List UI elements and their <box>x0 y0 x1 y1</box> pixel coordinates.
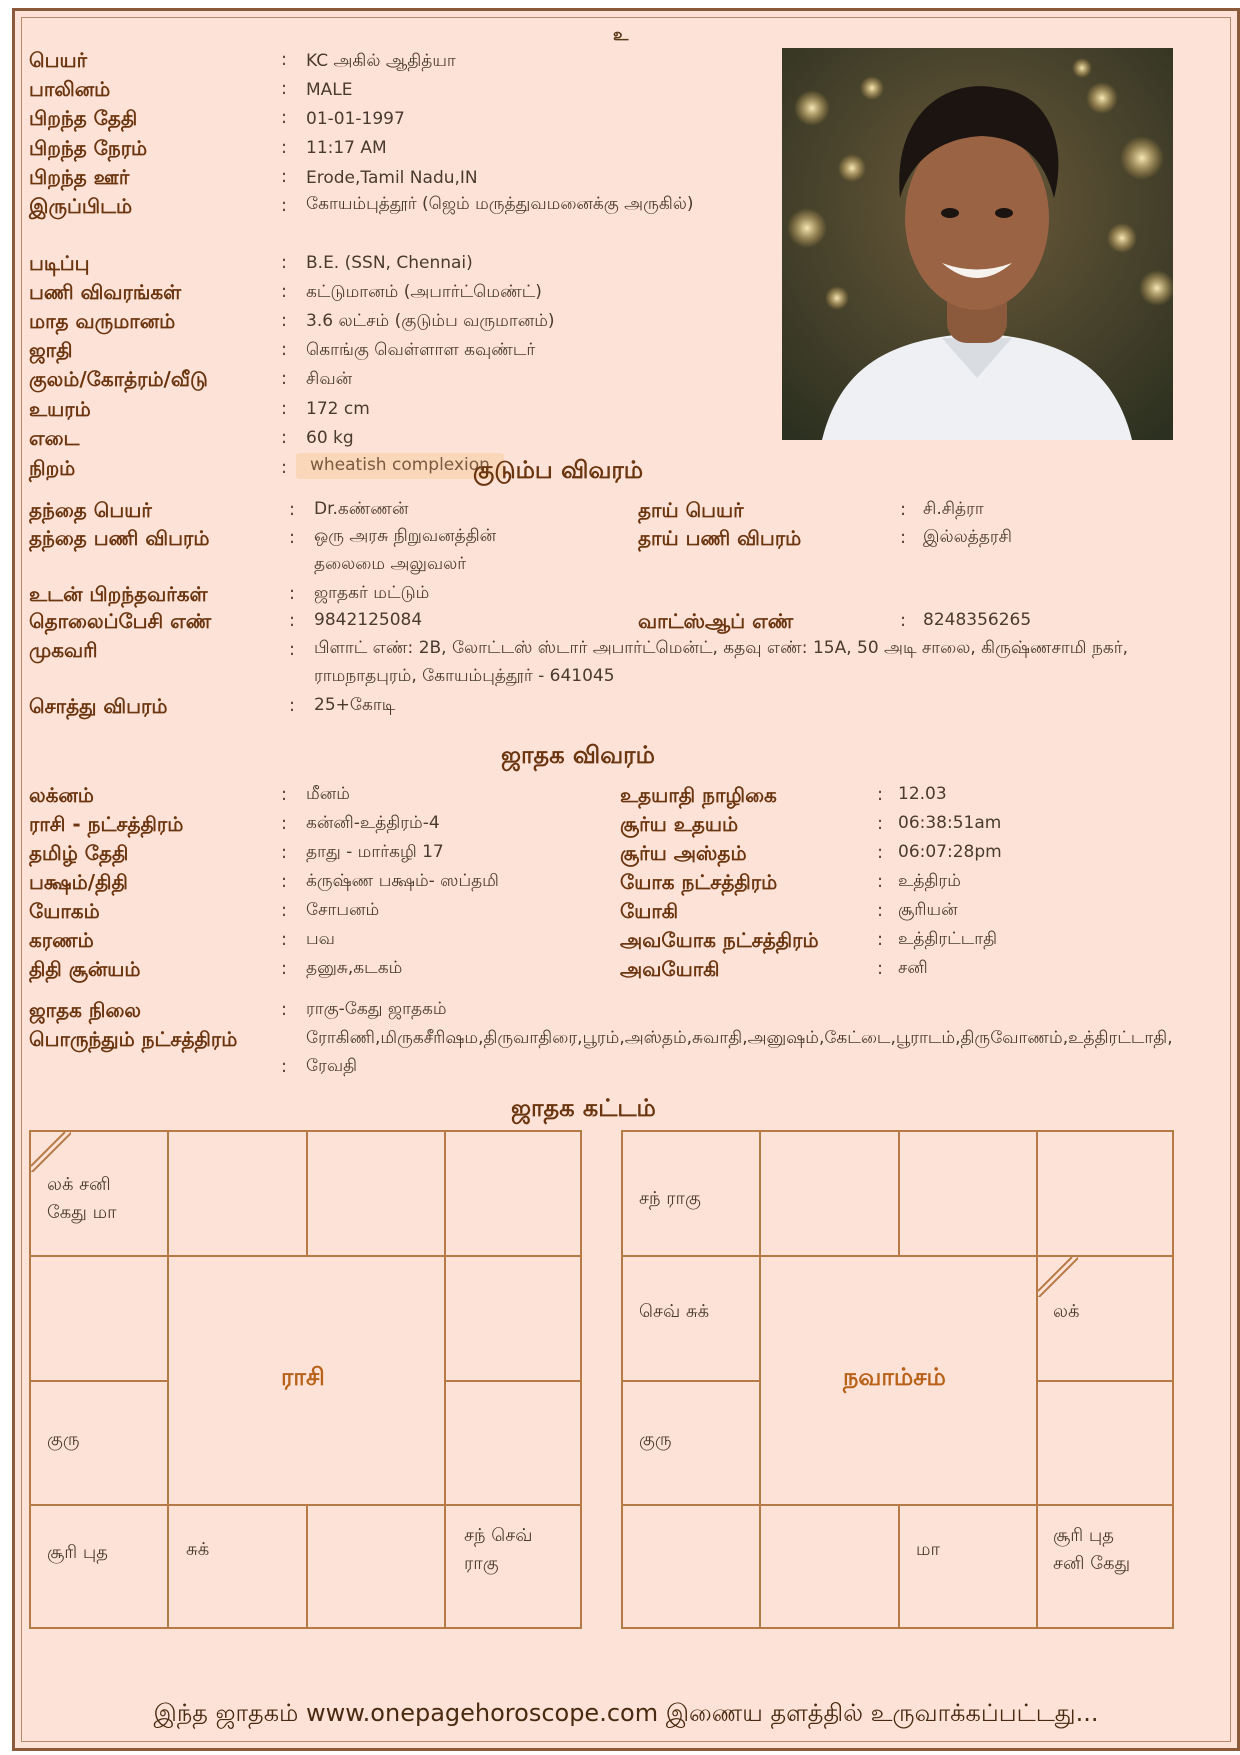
karanam-label: கரணம் <box>29 928 94 952</box>
grid-line <box>759 1130 761 1629</box>
education-label: படிப்பு <box>29 251 90 275</box>
charts-section-title: ஜாதக கட்டம் <box>511 1094 656 1122</box>
yogi-value: சூரியன் <box>898 900 958 920</box>
karanam-value: பவ <box>306 929 335 949</box>
property-value: 25+கோடி <box>314 695 396 715</box>
udhayathi-value: 12.03 <box>898 784 947 804</box>
kulam-label: குலம்/கோத்ரம்/வீடு <box>29 367 208 391</box>
profile-photo <box>782 48 1173 440</box>
udhayathi-label: உதயாதி நாழிகை <box>620 783 777 807</box>
navamsa-house-r1c0: செவ் சுக் <box>639 1301 710 1322</box>
rasi-house-r3c1: சுக் <box>186 1539 210 1560</box>
residence-value: கோயம்புத்தூர் (ஜெம் மருத்துவமனைக்கு அருகில்) <box>306 194 694 214</box>
portrait-image <box>782 48 1173 440</box>
tamil-date-label: தமிழ் தேதி <box>29 841 129 865</box>
grid-line <box>29 1380 167 1382</box>
birth-time-label: பிறந்த நேரம் <box>29 136 148 160</box>
lagna-corner-mark <box>31 1132 71 1172</box>
name-label: பெயர் <box>29 48 88 72</box>
father-job-value: ஒரு அரசு நிறுவனத்தின் தலைமை அலுவலர் <box>314 526 497 574</box>
mother-name-label: தாய் பெயர் <box>638 498 744 522</box>
jathaga-nilai-value: ராகு-கேது ஜாதகம் <box>306 999 447 1019</box>
father-name-label: தந்தை பெயர் <box>29 498 152 522</box>
sunset-value: 06:07:28pm <box>898 842 1002 862</box>
phone-label: தொலைப்பேசி எண் <box>29 609 212 633</box>
rasi-house-r3c0: சூரி புத <box>47 1542 109 1563</box>
pillaiyar-suzhi: உ <box>613 25 629 45</box>
grid-line <box>167 1130 169 1629</box>
navamsa-house-r0c0: சந் ராகு <box>639 1188 701 1209</box>
income-label: மாத வருமானம் <box>29 309 176 333</box>
grid-line <box>621 1255 1174 1257</box>
complexion-label: நிறம் <box>29 456 76 480</box>
phone-value: 9842125084 <box>314 610 423 630</box>
father-job-label: தந்தை பணி விபரம் <box>29 526 210 550</box>
siblings-label: உடன் பிறந்தவர்கள் <box>29 582 208 606</box>
jathaga-nilai-label: ஜாதக நிலை <box>29 998 142 1022</box>
name-value: KC அகில் ஆதித்யா <box>306 51 456 71</box>
mother-name-value: சி.சித்ரா <box>923 499 984 519</box>
paksham-value: க்ருஷ்ண பக்ஷம்- ஸப்தமி <box>306 871 499 891</box>
grid-line <box>444 1130 446 1629</box>
gender-label: பாலினம் <box>29 77 111 101</box>
occupation-label: பணி விவரங்கள் <box>29 280 182 304</box>
yoga-star-label: யோக நட்சத்திரம் <box>620 870 778 894</box>
navamsa-house-r3c3: சூரி புத சனி கேது <box>1053 1525 1131 1574</box>
sunset-label: சூர்ய அஸ்தம் <box>620 841 747 865</box>
rasi-center-label: ராசி <box>281 1363 325 1391</box>
grid-line <box>898 1504 900 1629</box>
grid-line <box>306 1504 308 1629</box>
grid-line <box>1036 1130 1038 1629</box>
rasi-house-1: லக் சனி கேது மா <box>47 1174 117 1223</box>
weight-label: எடை <box>29 426 80 450</box>
avayoga-star-label: அவயோக நட்சத்திரம் <box>620 928 819 952</box>
navamsa-house-r2c0: குரு <box>639 1429 672 1450</box>
kulam-value: சிவன் <box>306 369 353 389</box>
birth-date-label: பிறந்த தேதி <box>29 106 138 130</box>
grid-line <box>1036 1380 1174 1382</box>
lagna-corner-mark <box>1038 1257 1078 1297</box>
navamsa-house-r1c3: லக் <box>1053 1301 1080 1322</box>
income-value: 3.6 லட்சம் (குடும்ப வருமானம்) <box>306 311 555 331</box>
avayoga-star-value: உத்திரட்டாதி <box>898 929 998 949</box>
grid-line <box>306 1130 308 1255</box>
birth-place-value: Erode,Tamil Nadu,IN <box>306 168 478 188</box>
sunrise-label: சூர்ய உதயம் <box>620 812 739 836</box>
matching-stars-value: ரோகிணி,மிருகசீரிஷம,திருவாதிரை,பூரம்,அஸ்தம்,சுவாதி,அனுஷம்,கேட்டை,பூராடம்,திருவோணம்,உத்திரட்டாதி,ரேவதி <box>306 1028 1173 1076</box>
caste-label: ஜாதி <box>29 338 73 362</box>
navamsa-house-r3c2: மா <box>916 1539 940 1560</box>
birth-date-value: 01-01-1997 <box>306 109 405 129</box>
grid-line <box>444 1380 582 1382</box>
navamsa-center-label: நவாம்சம் <box>843 1363 946 1391</box>
thithi-soonyam-label: திதி சூன்யம் <box>29 957 141 981</box>
whatsapp-label: வாட்ஸ்ஆப் எண் <box>638 609 794 633</box>
father-name-value: Dr.கண்ணன் <box>314 499 409 519</box>
yogam-label: யோகம் <box>29 899 100 923</box>
height-label: உயரம் <box>29 397 91 421</box>
property-label: சொத்து விபரம் <box>29 694 168 718</box>
weight-value: 60 kg <box>306 428 354 448</box>
grid-line <box>29 1255 582 1257</box>
lagnam-value: மீனம் <box>306 784 350 804</box>
thithi-soonyam-value: தனுசு,கடகம் <box>306 958 403 978</box>
siblings-value: ஜாதகர் மட்டும் <box>314 583 430 603</box>
gender-value: MALE <box>306 80 353 100</box>
whatsapp-value: 8248356265 <box>923 610 1032 630</box>
birth-place-label: பிறந்த ஊர் <box>29 165 130 189</box>
rasi-chart <box>29 1130 582 1629</box>
mother-job-value: இல்லத்தரசி <box>923 527 1013 547</box>
education-value: B.E. (SSN, Chennai) <box>306 253 473 273</box>
footer-note: இந்த ஜாதகம் www.onepagehoroscope.com இணைய தளத்தில் உருவாக்கப்பட்டது... <box>153 1699 1099 1727</box>
paksham-label: பக்ஷம்/திதி <box>29 870 128 894</box>
height-value: 172 cm <box>306 399 370 419</box>
horoscope-page: உ பெயர் : KC அகில் ஆதித்யா பாலினம் : MALE பிறந்த தேதி : 01-01-1997 பிறந்த நேரம் : 11:17 AM பிறந்த ஊர் : Erode,Tamil Nadu,IN இருப்பிடம் : கோயம்புத்தூர் (ஜெம் மருத்துவமனைக்கு அருகில்) படிப்பு : B.E. (SSN, Chennai) பணி விவரங்கள் : கட்டுமானம் (அபார்ட்மெண்ட்) மாத வருமானம் : 3.6 லட்சம் (குடும்ப வருமானம்) ஜாதி : கொங்கு வெள்ளாள கவுண்டர் குலம்/கோத்ரம்/வீடு : சிவன் உயரம் : 172 cm எடை : 60 kg நிறம் : wheatish complexion குடும்ப விவரம் தந்தை பெயர் : Dr.கண்ணன் தாய் பெயர் : சி.சித்ரா தந்தை பணி விபரம் : ஒரு அரசு நிறுவனத்தின் தலைமை அலுவலர் தாய் பணி விபரம் : இல்லத்தரசி உடன் பிறந்தவர்கள் : ஜாதகர் மட்டும் தொலைப்பேசி எண் : 9842125084 வாட்ஸ்ஆப் எண் : 8248356265 முகவரி : பிளாட் எண்: 2B, லோட்டஸ் ஸ்டார் அபார்ட்மென்ட், கதவு எண்: 15A, 50 அடி சாலை, கிருஷ்ணசாமி நகர், ராமநாதபுரம், கோயம்புத்தூர் - 641045 சொத்து விபரம் : 25+கோடி ஜாதக விவரம் லக்னம் : மீனம் ராசி - நட்சத்திரம் : கன்னி-உத்திரம்-4 தமிழ் தேதி : தாது - மார்கழி 17 பக்ஷம்/திதி : க்ருஷ்ண பக்ஷம்- ஸப்தமி யோகம் : சோபனம் கரணம் : பவ திதி சூன்யம் : தனுசு,கடகம் உதயாதி நாழிகை : 12.03 சூர்ய உதயம் : 06:38:51am சூர்ய அஸ்தம் : 06:07:28pm யோக நட்சத்திரம் : உத்திரம் யோகி : சூரியன் அவயோக நட்சத்திரம் : உத்திரட்டாதி அவயோகி : சனி ஜாதக நிலை : ராகு-கேது ஜாதகம் பொருந்தும் நட்சத்திரம் : ரோகிணி,மிருகசீரிஷம,திருவாதிரை,பூரம்,அஸ்தம்,சுவாதி,அனுஷம்,கேட்டை,பூராடம்,திருவோணம்,உத்திரட்டாதி,ரேவதி ஜாதக கட்டம் ராசி லக் சனி கேது மா குரு சூரி புத சுக் சந் செவ் ராகு நவாம்சம் சந் ராகு செவ் சுக் லக் குரு மா சூரி புத சனி கேது இந்த ஜாதகம் www.onepagehoroscope.com இணைய தளத்தில் உருவாக்கப்பட்டது... <box>12 8 1240 1751</box>
grid-line <box>898 1130 900 1255</box>
avayogi-label: அவயோகி <box>620 957 720 981</box>
complexion-value: wheatish complexion <box>296 453 504 479</box>
rasi-star-value: கன்னி-உத்திரம்-4 <box>306 813 440 833</box>
occupation-value: கட்டுமானம் (அபார்ட்மெண்ட்) <box>306 282 542 302</box>
yoga-star-value: உத்திரம் <box>898 871 961 891</box>
residence-label: இருப்பிடம் <box>29 194 133 218</box>
birth-time-value: 11:17 AM <box>306 138 387 158</box>
rasi-house-r2c0: குரு <box>47 1429 80 1450</box>
yogi-label: யோகி <box>620 899 679 923</box>
address-label: முகவரி <box>29 638 98 662</box>
horoscope-section-title: ஜாதக விவரம் <box>501 741 655 769</box>
lagnam-label: லக்னம் <box>29 783 94 807</box>
avayogi-value: சனி <box>898 958 928 978</box>
grid-line <box>621 1380 759 1382</box>
navamsa-chart <box>621 1130 1174 1629</box>
mother-job-label: தாய் பணி விபரம் <box>638 526 802 550</box>
rasi-star-label: ராசி - நட்சத்திரம் <box>29 812 184 836</box>
sunrise-value: 06:38:51am <box>898 813 1002 833</box>
address-value: பிளாட் எண்: 2B, லோட்டஸ் ஸ்டார் அபார்ட்மென்ட், கதவு எண்: 15A, 50 அடி சாலை, கிருஷ்ணசாமி நகர், ராமநாதபுரம், கோயம்புத்தூர் - 641045 <box>314 638 1129 686</box>
matching-stars-label: பொருந்தும் நட்சத்திரம் <box>29 1027 238 1051</box>
tamil-date-value: தாது - மார்கழி 17 <box>306 842 444 862</box>
family-section-title: குடும்ப விவரம் <box>473 456 644 484</box>
caste-value: கொங்கு வெள்ளாள கவுண்டர் <box>306 340 536 360</box>
yogam-value: சோபனம் <box>306 900 380 920</box>
rasi-house-r3c3: சந் செவ் ராகு <box>464 1525 533 1574</box>
